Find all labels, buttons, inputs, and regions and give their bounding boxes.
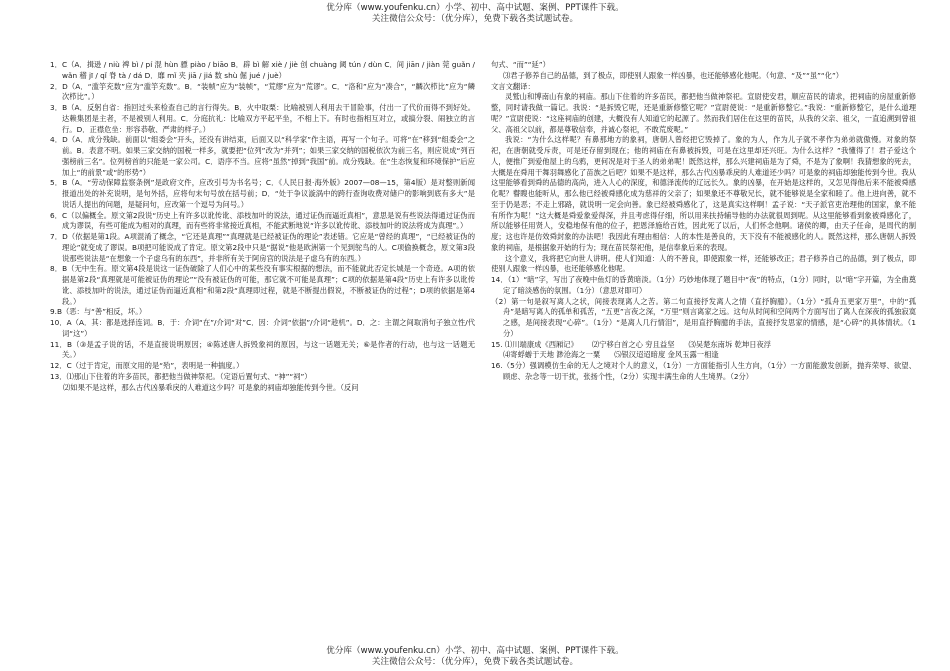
answer-15-3: ⑶吴楚东南坼 乾坤日夜浮: [688, 339, 772, 349]
answer-15-row-2: [491, 350, 916, 361]
header-line-1: 优分库（www.youfenku.cn）小学、初中、高中试题、案例、PPT课件下载。: [326, 3, 624, 13]
answer-10: 10．A（A．其：都是选择连词。B．于：介词“在”/介词“对”C．因：介词“依据”/介词“趁机”。D．之：主谓之间取消句子独立性/代词“这”）: [50, 318, 475, 338]
answer-14-1: 14．（1）“暗”字，写出了夜晚中鱼灯的昏黄暗淡。（1分）巧妙地体现了题目中“夜”的特点，（1分）同时，以“暗”字开篇，为全曲奠定了暗淡感伤的氛围。（1分）（意思对即可）: [491, 275, 916, 295]
answer-1: 1．C（A．揖逊 / niù 裨 bì / pí 混 hùn 骠 piào / biāo B．辟 bì 解 xiè / jiè 创 chuàng 阈 tún / dùn C．间 jiān / jiàn 莞 guǎn / wǎn 稽 jī / qǐ 脊 tà / dá D．靡 mǐ 夹 jiā / jiá 数 shù 倔 jué / juè）: [50, 60, 475, 80]
answer-13-1: 13．⑴那山下住着的许多苗民，都把他当做神祭祀。（定语后置句式、“神”“祠”）: [50, 371, 312, 381]
answer-15-5: ⑸银汉迢迢暗度 金风玉露一相逢: [614, 350, 719, 360]
answer-2: 2．D（A．“滥竽充数”应为“滥竽充数”。B．“装帧”应为“装帧”，“荒缪”应为“荒谬”。C．“洛和”应为“凑合”，“麟次栉比”应为“鳞次栉比”。）: [50, 81, 475, 102]
answer-8: 8．B（无中生有。原文第4段是说这一证伪破除了人们心中的某些没有事实根据的想法，而不能就此否定长城是一个奇迹。A项的依据是第2段“真理就是可能被证伪的理论”“没有被证伪的可能，那它就不可能是真理”；C项的依据是第4段“历史上有许多以讹传讹、添枝加叶的说法，通过证伪而逼近真相”和第2段“真理即过程，就是不断提出假说，不断被证伪的过程”；D项的依据是第4段。）: [50, 264, 475, 306]
answer-16: 16.（5分）强调模仿生命的无人之境对个人的意义，（1分）一方面能指引人生方向，（1分）一方面能激发创新，抛弃荣辱、欲望、顾虑、杂念等一切干扰，张扬个性，（2分）实现丰满生命的人生境界。（2分）: [491, 361, 916, 381]
answer-4: 4．D（A．成分残缺。前面以“组委会”开头，还没有讲结束，后面又以“科学家”作主语，再写一个句子。可将“在”移到“组委会”之前。B．表意不明。如果三家交纳的国税一样多，就要把“位列”改为“并列”；如果三家交纳的国税依次为前三名，则应说成“列百强榜前三名”。位列榜首的只能是一家公司。C．语序不当。应将“虽然”掉到“我国”前。成分残缺。在“生态恢复和环境保护”后应加上“的前景”或“的形势”）: [50, 135, 475, 177]
answer-15-2: ⑵宁移白首之心 穷且益坚: [591, 339, 675, 349]
footer-line-2: 关注微信公众号：（优分库），免费下载各类试题试卷。: [371, 657, 579, 667]
answer-15-1: 15. ⑴川端康成《西厢记》: [491, 339, 578, 349]
answer-6: 6．C（以偏概全。原文第2段说“历史上有许多以讹传讹、添枝加叶的说法，通过证伪而逼近真相”，意思是说有些说法得通过证伪而成为谬误，有些可能成为相对的真理，而有些将非常接近真相，不能武断地说“许多以讹传讹、添枝加叶的说法将成为真理”。）: [50, 210, 475, 231]
translation-heading: 文言文翻译：: [491, 81, 535, 91]
right-column: [491, 60, 916, 644]
footer-line-1: 优分库（www.youfenku.cn）小学、初中、高中试题、案例、PPT课件下载。: [326, 646, 624, 656]
translation-para-1: 灵鹫山和博南山有象的祠庙。那山下住着的许多苗民，都把他当做神祭祀。宣尉使安君，顺应苗民的请求，把祠庙的房屋重新修整，同时请我做一篇记。我说：“是拆毁它呢，还是重新修整它呢？”宣尉使说：“是重新修整它。”我说：“重新修整它，是什么道理呢？”宣尉使说：“这座祠庙的创建，大概没有人知道它的起源了。然而我们居住在这里的苗民，从我的父亲、祖父，一直追溯到曾祖父、高祖父以前，都是尊敬信奉，并诚心祭祀，不敢荒废呢。”: [491, 92, 916, 134]
left-column: [50, 60, 475, 644]
answer-15-4: ⑷寄蜉蝣于天地 渺沧海之一粟: [503, 350, 601, 360]
header-line-2: 关注微信公众号：（优分库），免费下载各类试题试卷。: [371, 14, 579, 24]
answer-13-3: ⑶君子修养自己的品德，到了极点，即使别人跟象一样凶暴，也还能够感化他呢。（句意、“及”“虽”“化”）: [503, 70, 844, 80]
page-footer: [0, 646, 950, 668]
answer-7: 7．D（依据是第1段。A项混淆了概念，“它还是真理”“真理就是已经被证伪的理论”表述错。它应是“曾经的真理”，“已经被证伪的理论”就变成了谬误。B项把可能说成了肯定。原文第2段中只是“据说”他是欧洲第一个见到鸵鸟的人。C项偷换概念，原文第3段说那些说法是“在想象一个子虚乌有的东西”，并非所有关于阿房宫的说法是子虚乌有的东西。）: [50, 232, 475, 263]
answer-5: 5．B（A．“劳动保障监察条例”是政府文件，应改引号为书名号；C．《人民日报·海外版》2007—08—15，第4版）是对整则新闻报道出处的补充说明，是句外括，应将句末句号放在括号前；D．“处于争议漩涡中的跨行查询收费对储户的影响到底有多大”是说话人提出的问题，是疑问句，应改第一个逗号为问号。）: [50, 178, 475, 209]
answer-11: 11．B（③是孟子说的话，不是直接说明原因；④陈述唐人拆毁象祠的原因，与这一话题无关；⑥是作者的行动，也与这一话题无关。）: [50, 339, 475, 360]
answer-9: 9.B（恶：与“善”相反，坏。）: [50, 307, 147, 317]
answer-13-2: ⑵如果不是这样，那么古代凶暴乖戾的人难道这少吗？可是象的祠庙却独能传到今世。（反问: [63, 382, 359, 392]
translation-para-2: 我说：“为什么这样呢？有鼻那地方的象祠，唐朝人曾经把它毁掉了。象的为人，作为儿子就不孝作为弟弟就傲慢。对象的祭祀，在唐朝就受斥责，可是还存留到现在；他的祠庙在有鼻被拆毁，可是在这里却还兴旺。为什么这样？”我懂得了！君子爱这个人，便推广到爱他屋上的乌鸦，更何况是对于圣人的弟弟呢！既然这样，那么兴建祠庙是为了舜，不是为了象啊！我猜想象的死去，大概是在舜用干舞羽舞感化了苗族之后吧？如果不是这样，那么古代凶暴乖戾的人难道还少吗？可是象的祠庙却独能传到今世。我从这里能够看到舜的品德的高尚，进入人心的深度，和德泽流传的辽远长久。象的凶暴，在开始是这样的，又怎见得他后来不能被舜感化呢？瞽瞍也能听从，那么他已经被舜感化成为慈祥的父亲了；如果象还不尊敬兄长，就不能够说是全家和睦了。他上进向善，就不至于仍是恶；不走上邪路，就说明一定会向善。象已经被舜感化了，这是真实这样啊！孟子说：“天子派官吏治理他的国家，象不能有所作为呢！”这大概是舜爱象爱得深，并且考虑得仔细，所以用来扶持辅导他的办法就很周到呢。从这里能够看到象被舜感化了，所以能够任用贤人，安稳地保有他的位子，把恩泽施给百姓，因此死了以后，人们怀念他啊。诸侯的卿，由天子任命，是周代的制度；这也许是仿效舜封象的办法吧！我因此有理由相信：人的本性是善良的，天下没有不能被感化的人。既然这样，那么唐朝人拆毁象的祠庙，是根据象开始的行为；现在苗民祭祀他，是信奉象后来的表现。: [491, 135, 916, 252]
page-header: [0, 3, 950, 25]
answer-13-2-cont: 句式、“而”“延”）: [491, 60, 550, 69]
answer-14-2: （2）第一句是叙写离人之状，间接表现离人之苦。第二句直接抒发离人之情（直抒胸臆）。（1分）“孤舟五更家万里”，中的“孤舟”是暗写离人的孤单和孤苦，“五更”言夜之深，“万里”则言离家之远。这句从时间和空间两个方面写出了离人在深夜的孤独寂寞之感，是间接表现“心碎”。（1分）“是离人几行情泪”，是用直抒胸臆的手法，直接抒发思家的情感，是“心碎”的具体情状。（1分）: [491, 296, 916, 338]
answer-12: 12．C（过于肯定，而原文用的是“殆”，表明是一种揣度。）: [50, 361, 244, 370]
answer-3: 3．B（A．反躬自省：指回过头来检查自己的言行得失。B．火中取栗：比喻被别人利用去干冒险事，付出一了代价而得不到好处。达赖集团是主者，不是被别人利用。C．分庭抗礼：比喻双方平起平坐，不相上下。有时也指相互对立，或搞分裂、闹独立的言行。D．正襟危坐：形容恭敬、严肃的样子。）: [50, 103, 475, 134]
answer-15-row-1: [491, 340, 916, 351]
translation-para-3: 这个意义，我将把它向世人讲明。使人们知道：人的不善良，即使跟象一样，还能够改正；君子修养自己的品德，到了极点，即使别人跟象一样凶暴，也还能够感化他呢。: [491, 253, 916, 274]
